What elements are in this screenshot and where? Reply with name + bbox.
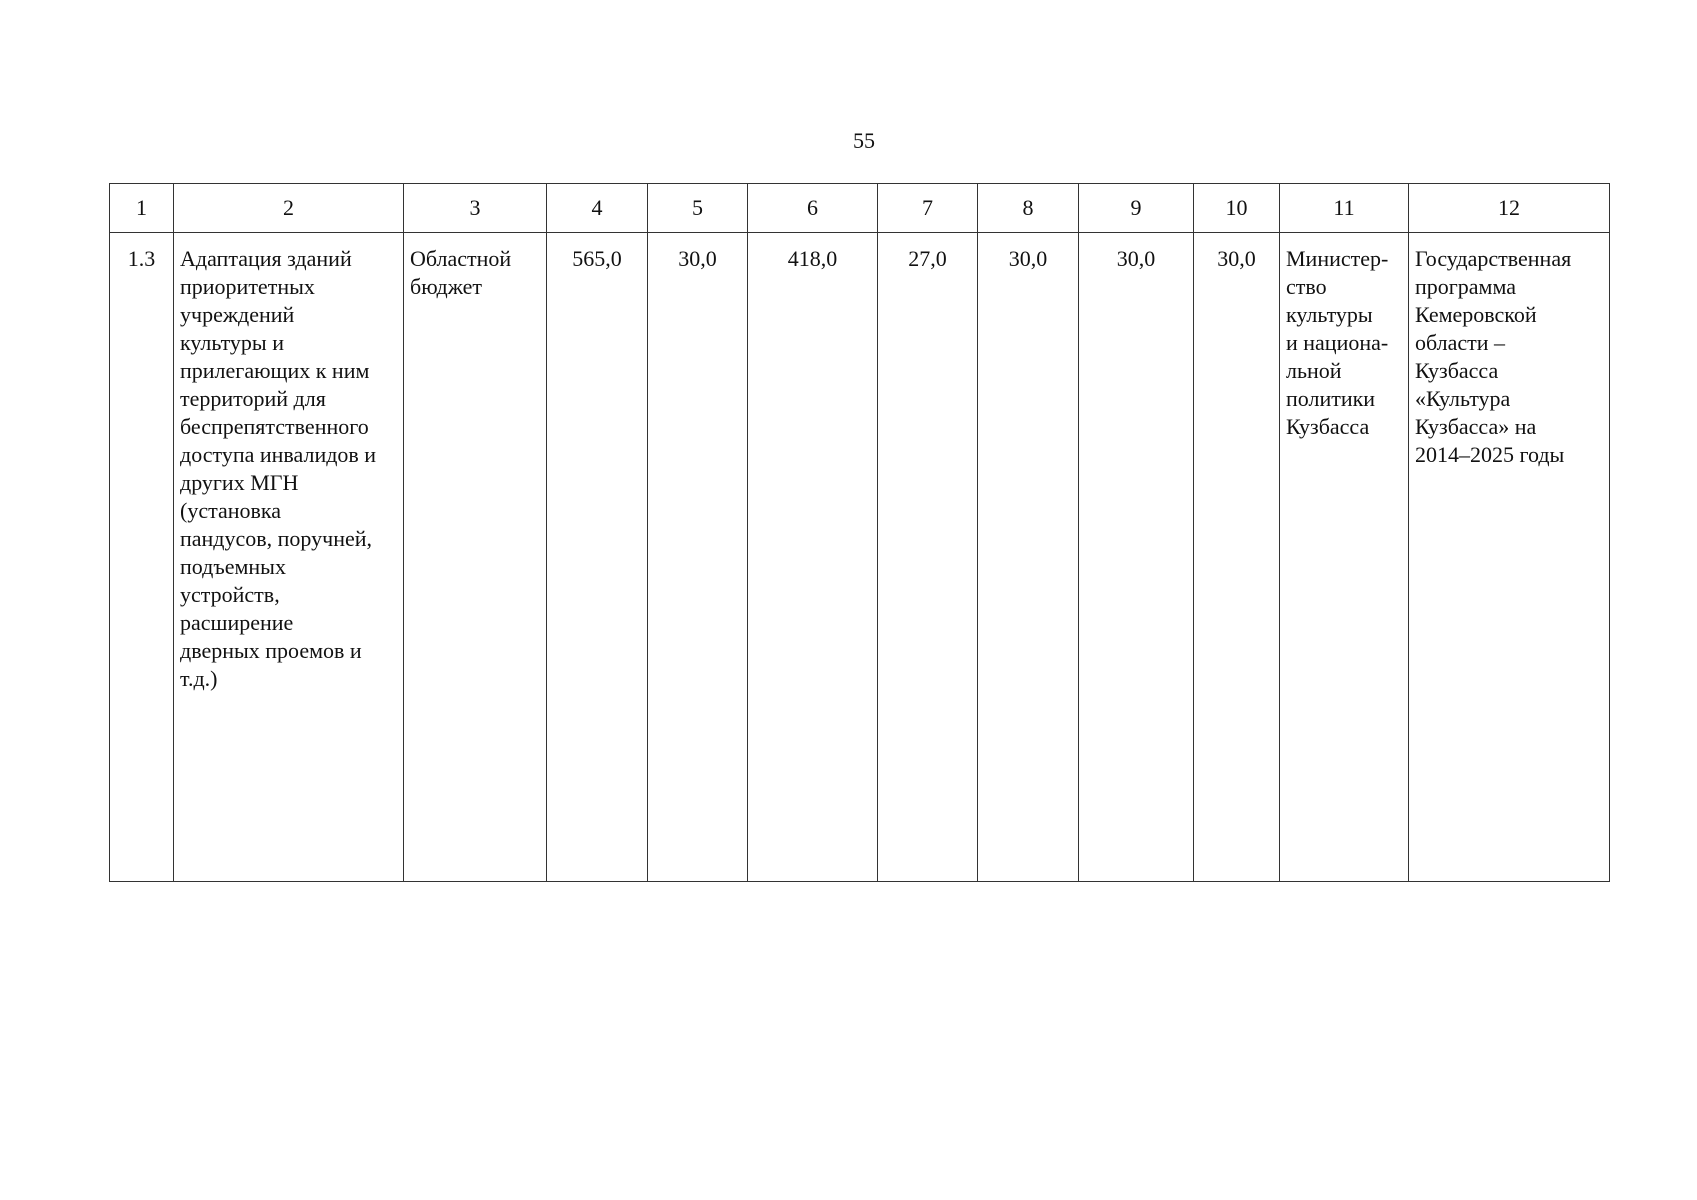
funding-source-cell: Областной бюджет xyxy=(404,233,547,882)
column-header-5: 5 xyxy=(648,184,748,233)
column-header-1: 1 xyxy=(110,184,174,233)
header-row xyxy=(110,184,1610,233)
program-table xyxy=(109,183,1610,882)
column-header-7: 7 xyxy=(878,184,978,233)
amount-col8-cell: 30,0 xyxy=(978,233,1079,882)
column-header-12: 12 xyxy=(1409,184,1610,233)
amount-col7-cell: 27,0 xyxy=(878,233,978,882)
column-header-11: 11 xyxy=(1280,184,1409,233)
column-header-4: 4 xyxy=(547,184,648,233)
program-cell: Государственная программа Кемеровской области – Кузбасса «Культура Кузбасса» на 2014–2025 годы xyxy=(1409,233,1610,882)
amount-col6-cell: 418,0 xyxy=(748,233,878,882)
column-header-8: 8 xyxy=(978,184,1079,233)
executor-cell: Министер- ство культуры и национа- льной политики Кузбасса xyxy=(1280,233,1409,882)
column-header-6: 6 xyxy=(748,184,878,233)
page-number: 55 xyxy=(853,128,875,153)
column-header-2: 2 xyxy=(174,184,404,233)
column-header-9: 9 xyxy=(1079,184,1194,233)
column-header-3: 3 xyxy=(404,184,547,233)
table-row xyxy=(110,233,1610,882)
amount-col9-cell: 30,0 xyxy=(1079,233,1194,882)
column-header-10: 10 xyxy=(1194,184,1280,233)
activity-cell: Адаптация зданий приоритетных учреждений культуры и прилегающих к ним территорий для беспрепятственного доступа инвалидов и других МГН (установка пандусов, поручней, подъемных устройств, расширение дверных проемов и т.д.) xyxy=(174,233,404,882)
amount-col5-cell: 30,0 xyxy=(648,233,748,882)
row-index-cell: 1.3 xyxy=(110,233,174,882)
amount-col10-cell: 30,0 xyxy=(1194,233,1280,882)
total-amount-cell: 565,0 xyxy=(547,233,648,882)
